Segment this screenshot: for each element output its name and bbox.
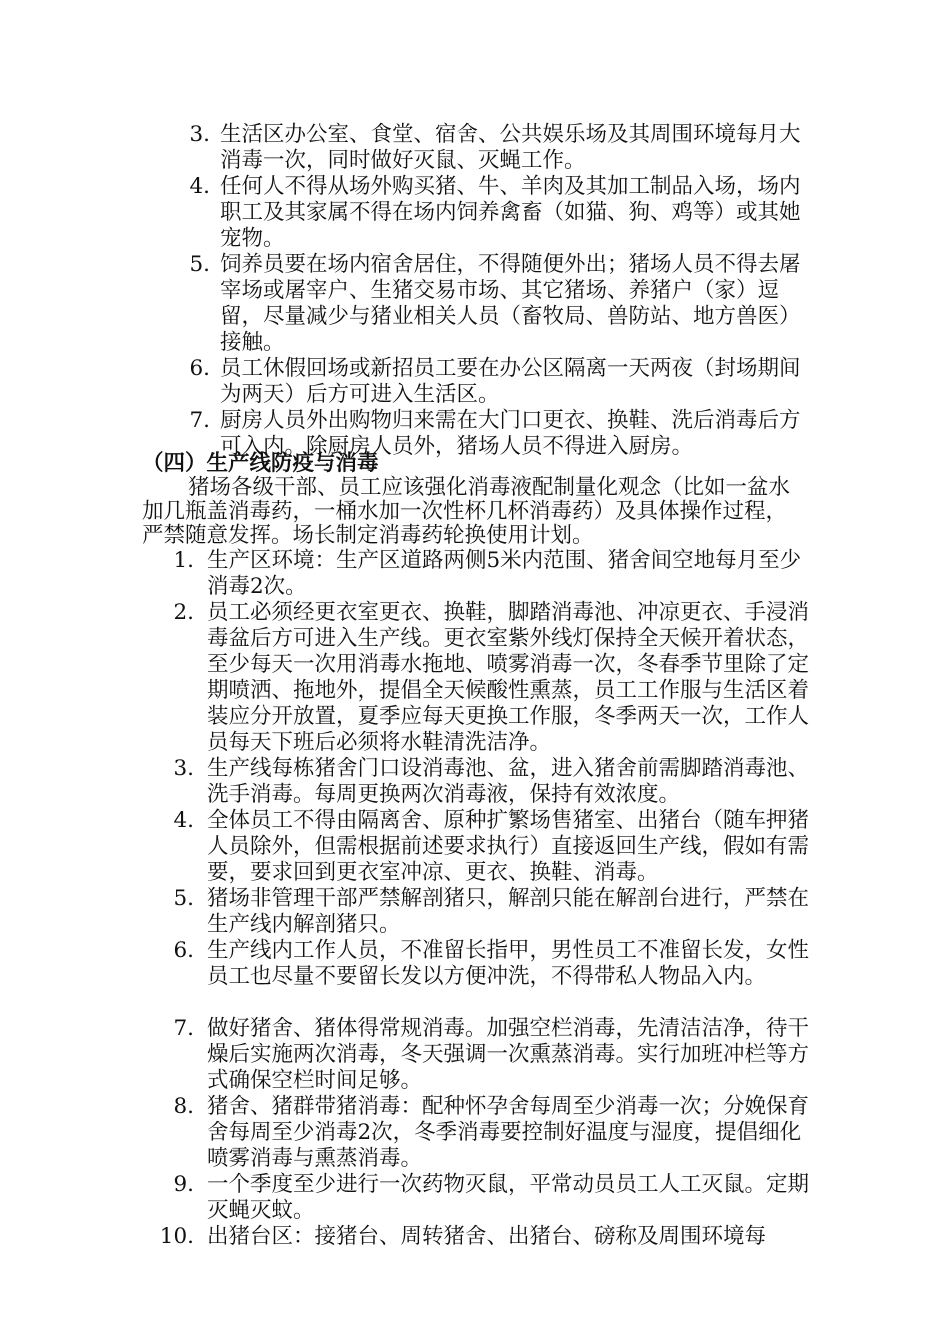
item-number: 5. — [173, 886, 194, 911]
list-item — [170, 122, 815, 174]
list-item — [150, 756, 815, 808]
item-number: 8. — [173, 1094, 194, 1119]
item-text: 生产区环境：生产区道路两侧5米内范围、猪舍间空地每月至少消毒2次。 — [207, 548, 802, 599]
section-intro-paragraph: 猪场各级干部、员工应该强化消毒液配制量化观念（比如一盆水加几瓶盖消毒药，一桶水加一次性杯几杯消毒药）及具体操作过程，严禁随意发挥。场长制定消毒药轮换使用计划。 — [142, 475, 791, 548]
item-number: 6. — [173, 938, 194, 963]
list-item — [150, 600, 815, 756]
list-item — [170, 174, 815, 252]
item-number: 3. — [173, 756, 194, 781]
item-text: 生产线每栋猪舍门口设消毒池、盆，进入猪舍前需脚踏消毒池、洗手消毒。每周更换两次消毒液，保持有效浓度。 — [207, 756, 810, 807]
list-item — [150, 1016, 815, 1094]
section-heading: （四）生产线防疫与消毒 — [142, 451, 379, 476]
item-text: 饲养员要在场内宿舍居住，不得随便外出；猪场人员不得去屠宰场或屠宰户、生猪交易市场、其它猪场、养猪户（家）逗留，尽量减少与猪业相关人员（畜牧局、兽防站、地方兽医）接触。 — [220, 252, 801, 355]
list-item — [150, 886, 815, 938]
item-text: 全体员工不得由隔离舍、原种扩繁场售猪室、出猪台（随车押猪人员除外，但需根据前述要求执行）直接返回生产线，假如有需要，要求回到更衣室冲凉、更衣、换鞋、消毒。 — [207, 808, 810, 885]
item-number: 10. — [159, 1224, 194, 1249]
item-text: 出猪台区：接猪台、周转猪舍、出猪台、磅称及周围环境每 — [207, 1224, 767, 1249]
section3-list — [170, 122, 815, 460]
list-item — [150, 938, 815, 1016]
section4-list — [150, 548, 815, 1250]
list-item — [170, 356, 815, 408]
item-text: 做好猪舍、猪体得常规消毒。加强空栏消毒，先清洁洁净，待干燥后实施两次消毒，冬天强调一次熏蒸消毒。实行加班冲栏等方式确保空栏时间足够。 — [207, 1016, 810, 1093]
item-number: 4. — [189, 174, 210, 199]
list-item — [150, 548, 815, 600]
item-number: 7. — [189, 408, 210, 433]
item-number: 3. — [189, 122, 210, 147]
item-text: 生产线内工作人员，不准留长指甲，男性员工不准留长发，女性员工也尽量不要留长发以方便冲洗，不得带私人物品入内。 — [207, 938, 810, 989]
item-text: 厨房人员外出购物归来需在大门口更衣、换鞋、洗后消毒后方可入内。除厨房人员外，猪场人员不得进入厨房。 — [220, 408, 801, 459]
item-text: 一个季度至少进行一次药物灭鼠，平常动员员工人工灭鼠。定期灭蝇灭蚊。 — [207, 1172, 810, 1223]
list-item — [150, 1224, 815, 1250]
item-text: 员工休假回场或新招员工要在办公区隔离一天两夜（封场期间为两天）后方可进入生活区。 — [220, 356, 801, 407]
item-number: 1. — [173, 548, 194, 573]
item-number: 2. — [173, 600, 194, 625]
item-text: 猪场非管理干部严禁解剖猪只，解剖只能在解剖台进行，严禁在生产线内解剖猪只。 — [207, 886, 810, 937]
item-number: 6. — [189, 356, 210, 381]
item-number: 9. — [173, 1172, 194, 1197]
item-text: 生活区办公室、食堂、宿舍、公共娱乐场及其周围环境每月大消毒一次，同时做好灭鼠、灭蝇工作。 — [220, 122, 801, 173]
item-text: 员工必须经更衣室更衣、换鞋，脚踏消毒池、冲凉更衣、手浸消毒盆后方可进入生产线。更衣室紫外线灯保持全天候开着状态，至少每天一次用消毒水拖地、喷雾消毒一次，冬春季节里除了定期喷洒、拖地外，提倡全天候酸性熏蒸，员工工作服与生活区着装应分开放置，夏季应每天更换工作服，冬季两天一次，工作人员每天下班后必须将水鞋清洗洁净。 — [207, 600, 810, 755]
item-number: 5. — [189, 252, 210, 277]
item-text: 任何人不得从场外购买猪、牛、羊肉及其加工制品入场，场内职工及其家属不得在场内饲养禽畜（如猫、狗、鸡等）或其她宠物。 — [220, 174, 801, 251]
list-item — [150, 808, 815, 886]
list-item — [150, 1094, 815, 1172]
list-item — [170, 252, 815, 356]
item-number: 7. — [173, 1016, 194, 1041]
item-text: 猪舍、猪群带猪消毒：配种怀孕舍每周至少消毒一次；分娩保育舍每周至少消毒2次，冬季消毒要控制好温度与湿度，提倡细化喷雾消毒与熏蒸消毒。 — [207, 1094, 810, 1171]
item-number: 4. — [173, 808, 194, 833]
list-item — [150, 1172, 815, 1224]
